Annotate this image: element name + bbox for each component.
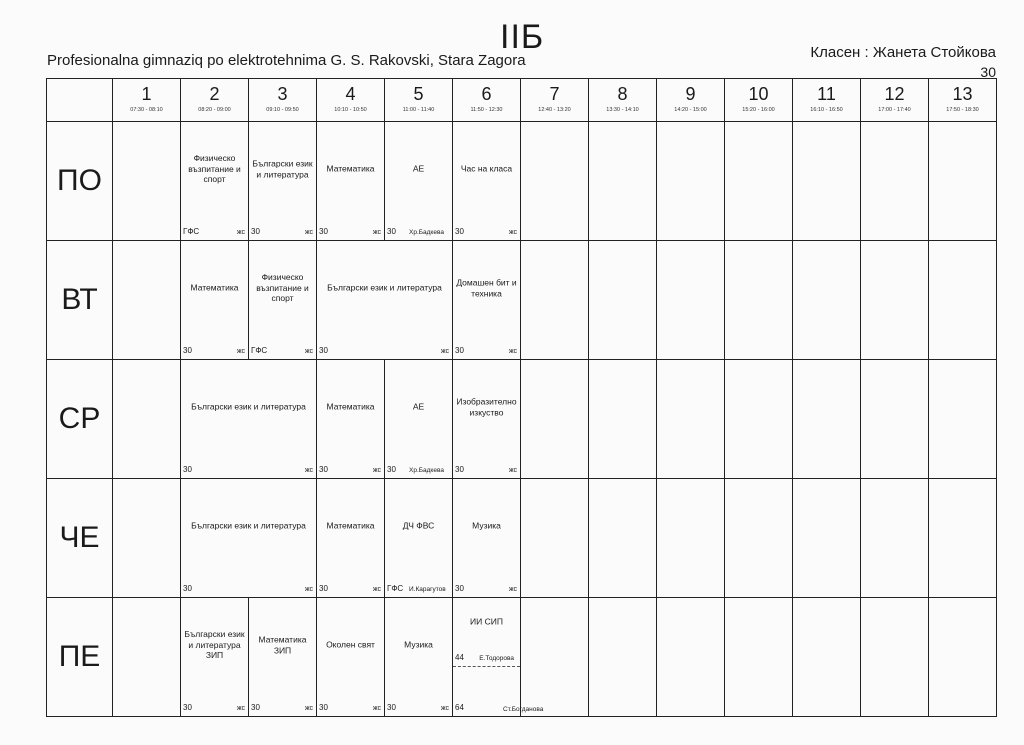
period-time: 17:00 - 17:40 — [878, 107, 911, 113]
day-row-friday — [47, 598, 997, 717]
lesson-tag: жс — [236, 705, 245, 712]
empty-cell — [113, 598, 181, 717]
lesson-room: ГФС — [251, 346, 268, 355]
lesson-room: 30 — [455, 584, 464, 593]
lesson-room: 30 — [455, 346, 464, 355]
empty-cell — [861, 479, 929, 598]
period-number: 4 — [345, 84, 356, 104]
period-header — [657, 79, 725, 122]
period-number: 10 — [748, 84, 769, 104]
period-number: 1 — [141, 84, 152, 104]
lesson-subject: ДЧ ФВС — [402, 520, 435, 531]
period-header — [181, 79, 249, 122]
empty-cell — [861, 360, 929, 479]
lesson-subject: Математика — [326, 163, 375, 174]
lesson-subject: Български език и литература ЗИП — [184, 629, 245, 661]
lesson-cell — [317, 241, 453, 360]
day-row-wednesday — [47, 360, 997, 479]
empty-cell — [929, 122, 997, 241]
lesson-subject: Час на класа — [460, 163, 513, 174]
lesson-cell — [453, 479, 521, 598]
empty-cell — [657, 479, 725, 598]
lesson-tag: жс — [508, 229, 517, 236]
lesson-cell — [317, 479, 385, 598]
lesson-room: 44 — [455, 653, 464, 663]
lesson-room: 30 — [319, 703, 328, 712]
lesson-cell — [453, 241, 521, 360]
period-number: 12 — [884, 84, 905, 104]
lesson-tag: жс — [508, 348, 517, 355]
period-header — [793, 79, 861, 122]
lesson-room: 30 — [387, 465, 396, 474]
lesson-cell — [385, 479, 453, 598]
lesson-cell — [181, 598, 249, 717]
period-number: 6 — [481, 84, 492, 104]
empty-cell — [657, 360, 725, 479]
empty-cell — [113, 479, 181, 598]
period-number: 8 — [617, 84, 628, 104]
lesson-tag: жс — [236, 348, 245, 355]
school-name: Profesionalna gimnaziq po elektrotehnima G. S. Rakovski, Stara Zagora — [47, 52, 526, 69]
period-header — [521, 79, 589, 122]
period-time: 17:50 - 18:30 — [946, 107, 979, 113]
lesson-subject: Изобразително изкуство — [456, 396, 517, 418]
lesson-cell — [181, 241, 249, 360]
period-header — [861, 79, 929, 122]
lesson-cell — [249, 241, 317, 360]
empty-cell — [589, 241, 657, 360]
empty-cell — [929, 360, 997, 479]
lesson-subject: Български език и литература — [191, 401, 306, 412]
empty-cell — [725, 598, 793, 717]
lesson-tag: жс — [508, 467, 517, 474]
lesson-subject: АЕ — [412, 163, 425, 174]
lesson-tag: жс — [304, 467, 313, 474]
lesson-room: ГФС — [183, 227, 200, 236]
lesson-teacher: И.Карагутов — [409, 586, 446, 593]
lesson-cell — [385, 122, 453, 241]
lesson-tag: жс — [440, 348, 449, 355]
empty-cell — [589, 598, 657, 717]
lesson-cell — [181, 479, 317, 598]
lesson-subject: Домашен бит и техника — [456, 277, 517, 299]
lesson-subject: Математика — [326, 520, 375, 531]
lesson-room: 30 — [319, 346, 328, 355]
empty-cell — [113, 122, 181, 241]
period-header — [453, 79, 521, 122]
lesson-room: 30 — [319, 584, 328, 593]
empty-cell — [589, 122, 657, 241]
lesson-teacher: Хр.Бадкева — [409, 467, 444, 474]
period-header-row — [47, 79, 997, 122]
class-name: IIБ — [500, 18, 545, 56]
period-time: 11:50 - 12:30 — [470, 107, 503, 113]
lesson-subject: Математика — [190, 282, 239, 293]
period-number: 13 — [952, 84, 973, 104]
day-label: ПЕ — [47, 598, 113, 717]
empty-cell — [793, 241, 861, 360]
class-room-number: 30 — [980, 64, 996, 80]
lesson-room: 30 — [387, 227, 396, 236]
empty-cell — [657, 598, 725, 717]
lesson-cell — [385, 360, 453, 479]
empty-cell — [793, 122, 861, 241]
empty-cell — [725, 241, 793, 360]
lesson-cell — [249, 122, 317, 241]
lesson-room: 30 — [319, 465, 328, 474]
lesson-teacher: Хр.Бадкева — [409, 229, 444, 236]
empty-cell — [929, 598, 997, 717]
period-time: 16:10 - 16:50 — [810, 107, 843, 113]
lesson-room: 30 — [183, 703, 192, 712]
lesson-cell — [181, 360, 317, 479]
empty-cell — [521, 479, 589, 598]
empty-cell — [793, 598, 861, 717]
lesson-tag: жс — [372, 586, 381, 593]
lesson-tag: жс — [372, 467, 381, 474]
empty-cell — [929, 479, 997, 598]
empty-cell — [113, 241, 181, 360]
lesson-tag: жс — [372, 229, 381, 236]
lesson-cell — [317, 122, 385, 241]
period-number: 9 — [685, 84, 696, 104]
day-label: СР — [47, 360, 113, 479]
lesson-room: 30 — [183, 346, 192, 355]
lesson-tag: жс — [304, 586, 313, 593]
period-header — [929, 79, 997, 122]
lesson-room: 30 — [251, 227, 260, 236]
period-time: 11:00 - 11:40 — [402, 107, 435, 113]
empty-cell — [521, 360, 589, 479]
lesson-room: 30 — [183, 465, 192, 474]
lesson-teacher: Ст.Богданова — [503, 706, 544, 713]
period-number: 2 — [209, 84, 220, 104]
period-number: 3 — [277, 84, 288, 104]
lesson-room: ГФС — [387, 584, 404, 593]
lesson-tag: жс — [304, 705, 313, 712]
period-number: 7 — [549, 84, 560, 104]
lesson-tag: жс — [304, 229, 313, 236]
lesson-cell — [317, 360, 385, 479]
lesson-subject: Български език и литература — [191, 520, 306, 531]
period-number: 11 — [817, 84, 836, 104]
period-time: 14:20 - 15:00 — [674, 107, 707, 113]
lesson-room: 30 — [251, 703, 260, 712]
lesson-tag: жс — [304, 348, 313, 355]
day-label: ВТ — [47, 241, 113, 360]
day-row-tuesday — [47, 241, 997, 360]
lesson-subject: Физическо възпитание и спорт — [256, 272, 309, 304]
period-number: 5 — [413, 84, 424, 104]
lesson-tag: жс — [508, 586, 517, 593]
day-row-thursday — [47, 479, 997, 598]
lesson-cell — [249, 598, 317, 717]
empty-cell — [793, 479, 861, 598]
empty-cell — [657, 241, 725, 360]
lesson-cell — [317, 598, 385, 717]
lesson-cell — [385, 598, 453, 717]
period-header — [317, 79, 385, 122]
empty-cell — [589, 360, 657, 479]
lesson-room: 30 — [455, 465, 464, 474]
lesson-cell — [453, 122, 521, 241]
empty-cell — [589, 479, 657, 598]
empty-cell — [793, 360, 861, 479]
lesson-subject: Физическо възпитание и спорт — [188, 153, 241, 185]
empty-cell — [113, 360, 181, 479]
period-header — [725, 79, 793, 122]
lesson-tag: жс — [372, 705, 381, 712]
empty-cell — [861, 598, 929, 717]
period-time: 13:30 - 14:10 — [606, 107, 639, 113]
lesson-subject: Околен свят — [326, 639, 375, 650]
empty-cell — [657, 122, 725, 241]
class-teacher: Класен : Жанета Стойкова — [810, 44, 996, 61]
lesson-room: 30 — [455, 227, 464, 236]
period-time: 15:20 - 16:00 — [742, 107, 775, 113]
empty-cell — [929, 241, 997, 360]
empty-cell — [521, 122, 589, 241]
lesson-tag: жс — [236, 229, 245, 236]
day-label: ЧЕ — [47, 479, 113, 598]
lesson-subject: Български език и литература — [327, 282, 442, 293]
period-time: 09:10 - 09:50 — [266, 107, 299, 113]
corner-cell — [47, 79, 113, 122]
lesson-room: 64 — [455, 703, 464, 712]
lesson-subject: Музика — [472, 520, 501, 531]
lesson-subject: ИИ СИП — [470, 616, 503, 627]
period-time: 10:10 - 10:50 — [334, 107, 367, 113]
period-header — [249, 79, 317, 122]
empty-cell — [861, 122, 929, 241]
lesson-room: 30 — [387, 703, 396, 712]
empty-cell — [521, 598, 589, 717]
lesson-subject: Музика — [404, 639, 433, 650]
timetable-grid — [46, 78, 997, 717]
period-time: 08:20 - 09:00 — [198, 107, 231, 113]
period-time: 07:30 - 08:10 — [130, 107, 163, 113]
day-row-monday — [47, 122, 997, 241]
lesson-subject: Математика ЗИП — [258, 634, 307, 656]
empty-cell — [725, 360, 793, 479]
period-header — [589, 79, 657, 122]
empty-cell — [861, 241, 929, 360]
empty-cell — [725, 479, 793, 598]
lesson-cell — [453, 360, 521, 479]
day-label: ПО — [47, 122, 113, 241]
empty-cell — [725, 122, 793, 241]
lesson-cell — [181, 122, 249, 241]
lesson-subject: Български език и литература — [252, 158, 313, 180]
lesson-cell-split — [453, 598, 544, 717]
lesson-subject: АЕ — [412, 401, 425, 412]
period-time: 12:40 - 13:20 — [538, 107, 571, 113]
lesson-room: 30 — [319, 227, 328, 236]
period-header — [113, 79, 181, 122]
empty-cell — [521, 241, 589, 360]
lesson-teacher: Е.Тодорова — [479, 655, 514, 663]
lesson-tag: жс — [440, 705, 449, 712]
lesson-room: 30 — [183, 584, 192, 593]
lesson-subject: Математика — [326, 401, 375, 412]
period-header — [385, 79, 453, 122]
